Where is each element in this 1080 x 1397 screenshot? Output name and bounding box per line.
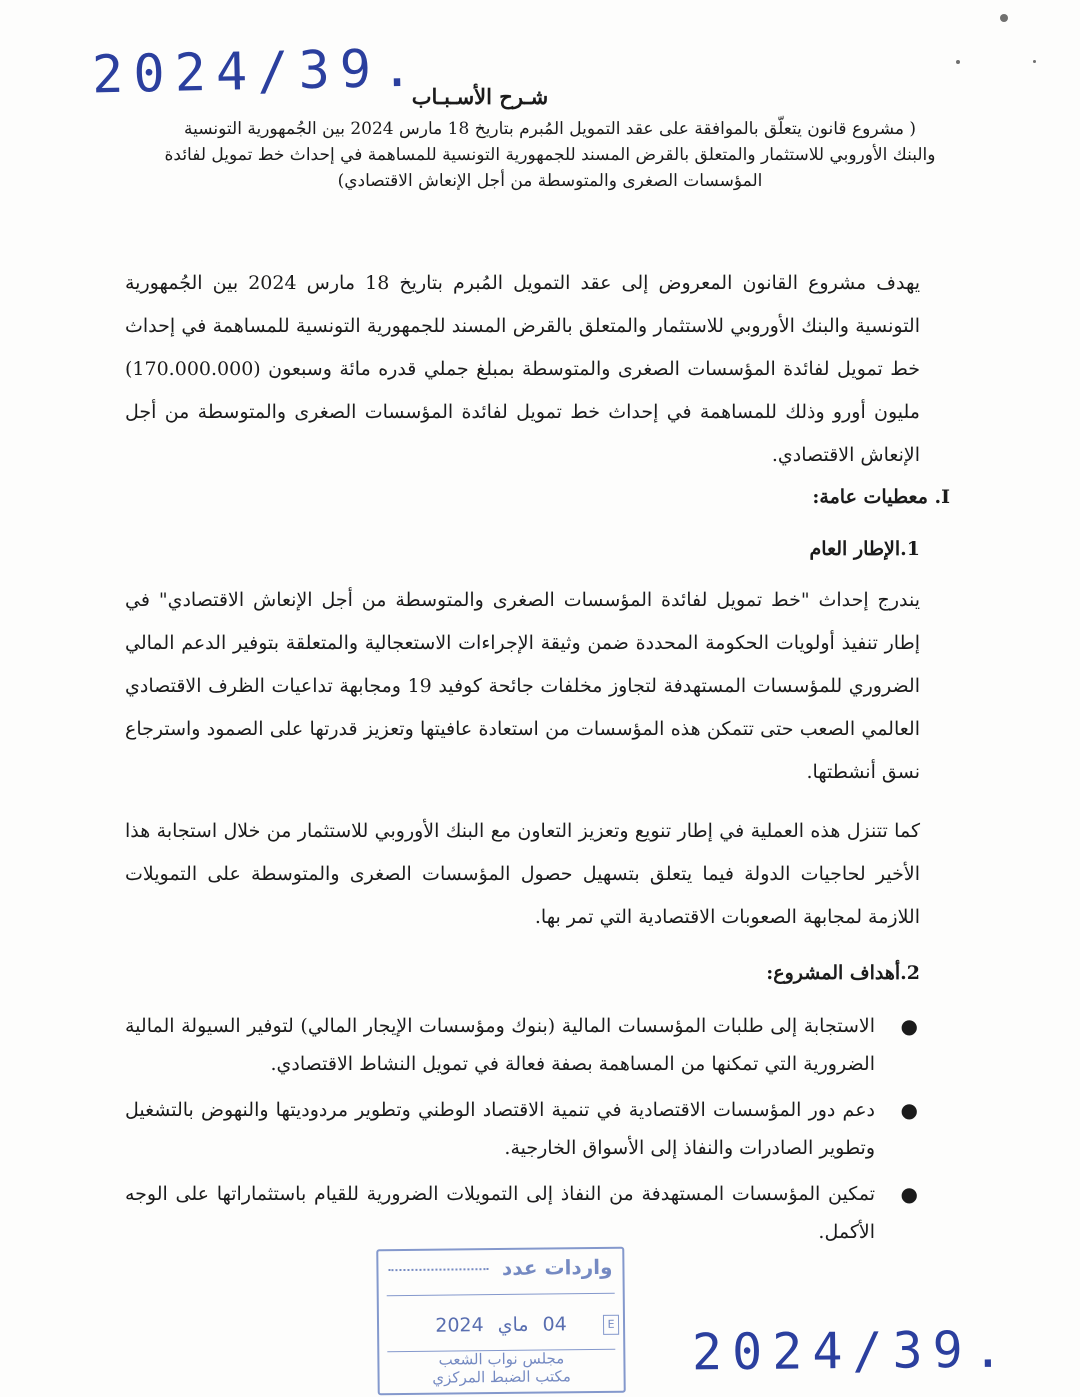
registry-number-top: 2024/39.	[91, 38, 424, 106]
section-heading-general-data: I. معطيات عامة:	[812, 486, 950, 508]
list-item: ● تمكين المؤسسات المستهدفة من النفاذ إلى التمويلات الضرورية للقيام باستثماراتها على الوجه الأكمل.	[125, 1175, 920, 1251]
subsection-heading-objectives: 2.أهداف المشروع:	[766, 962, 920, 984]
registry-number-bottom: 2024/39.	[691, 1320, 1014, 1382]
bullet-icon: ●	[900, 1098, 918, 1122]
bullet-icon: ●	[900, 1014, 918, 1038]
scan-speck	[1033, 60, 1036, 63]
document-body	[125, 262, 950, 1259]
stamp-footer-line: مجلس نواب الشعب	[438, 1349, 565, 1369]
document-title: شـرح الأسـبـاب	[411, 84, 549, 109]
received-stamp	[376, 1247, 626, 1396]
framework-paragraph-1: يندرج إحداث "خط تمويل لفائدة المؤسسات الصغرى والمتوسطة من أجل الإنعاش الاقتصادي" في إطار تنفيذ أولويات الحكومة المحددة ضمن وثيقة الإجراءات الاستعجالية والمتعلقة بتوفير الدعم المالي الضروري للمؤسسات المستهدفة لتجاوز مخلفات جائحة كوفيد 19 ومجابهة تداعيات الظرف الاقتصادي العالمي الصعب حتى تتمكن هذه المؤسسات من استعادة عافيتها وتعزيز قدرتها على الصمود واسترجاع نسق أنشطتها.	[125, 589, 920, 783]
scan-speck	[956, 60, 960, 64]
scan-speck	[1000, 14, 1008, 22]
bullet-icon: ●	[900, 1182, 918, 1206]
list-item: ● دعم دور المؤسسات الاقتصادية في تنمية الاقتصاد الوطني وتطوير مردوديتها والنهوض بالتشغيل وتطوير الصادرات والنفاذ إلى الأسواق الخارجية.	[125, 1091, 920, 1167]
stamp-date: 04 ماي 2024	[435, 1313, 567, 1337]
objectives-list	[125, 1007, 920, 1251]
stamp-footer-line: مكتب الضبط المركزي	[432, 1367, 571, 1387]
stamp-footer	[379, 1349, 623, 1388]
stamp-number-line	[388, 1268, 488, 1271]
intro-paragraph: يهدف مشروع القانون المعروض إلى عقد التمويل المُبرم بتاريخ 18 مارس 2024 بين الجُمهورية التونسية والبنك الأوروبي للاستثمار والمتعلق بالقرض المسند للجمهورية التونسية للمساهمة في إحداث خط تمويل لفائدة المؤسسات الصغرى والمتوسطة بمبلغ جملي قدره مائة وسبعون (170.000.000) مليون أورو وذلك للمساهمة في إحداث خط تمويل لفائدة المؤسسات الصغرى والمتوسطة من أجل الإنعاش الاقتصادي.	[125, 272, 921, 466]
framework-paragraph-2: كما تتنزل هذه العملية في إطار تنويع وتعزيز التعاون مع البنك الأوروبي للاستثمار من خلال استجابة هذا الأخير لحاجيات الدولة فيما يتعلق بتسهيل حصول المؤسسات الصغرى والمتوسطة على التمويلات اللازمة لمجابهة الصعوبات الاقتصادية التي تمر بها.	[125, 820, 920, 928]
subsection-heading-framework: 1.الإطار العام	[809, 538, 920, 560]
list-item: ● الاستجابة إلى طلبات المؤسسات المالية (بنوك ومؤسسات الإيجار المالي) لتوفير السيولة المالية الضرورية التي تمكنها من المساهمة بصفة فعالة في تمويل النشاط الاقتصادي.	[125, 1007, 920, 1083]
stamp-mark-icon: E	[603, 1315, 619, 1335]
stamp-header: واردات عدد	[501, 1254, 613, 1280]
stamp-divider	[387, 1293, 615, 1296]
document-subtitle: ( مشروع قانون يتعلّق بالموافقة على عقد التمويل المُبرم بتاريخ 18 مارس 2024 بين الجُمهورية التونسية والبنك الأوروبي للاستثمار والمتعلق بالقرض المسند للجمهورية التونسية للمساهمة في إحداث خط تمويل لفائدة المؤسسات الصغرى والمتوسطة من أجل الإنعاش الاقتصادي)	[164, 119, 936, 191]
